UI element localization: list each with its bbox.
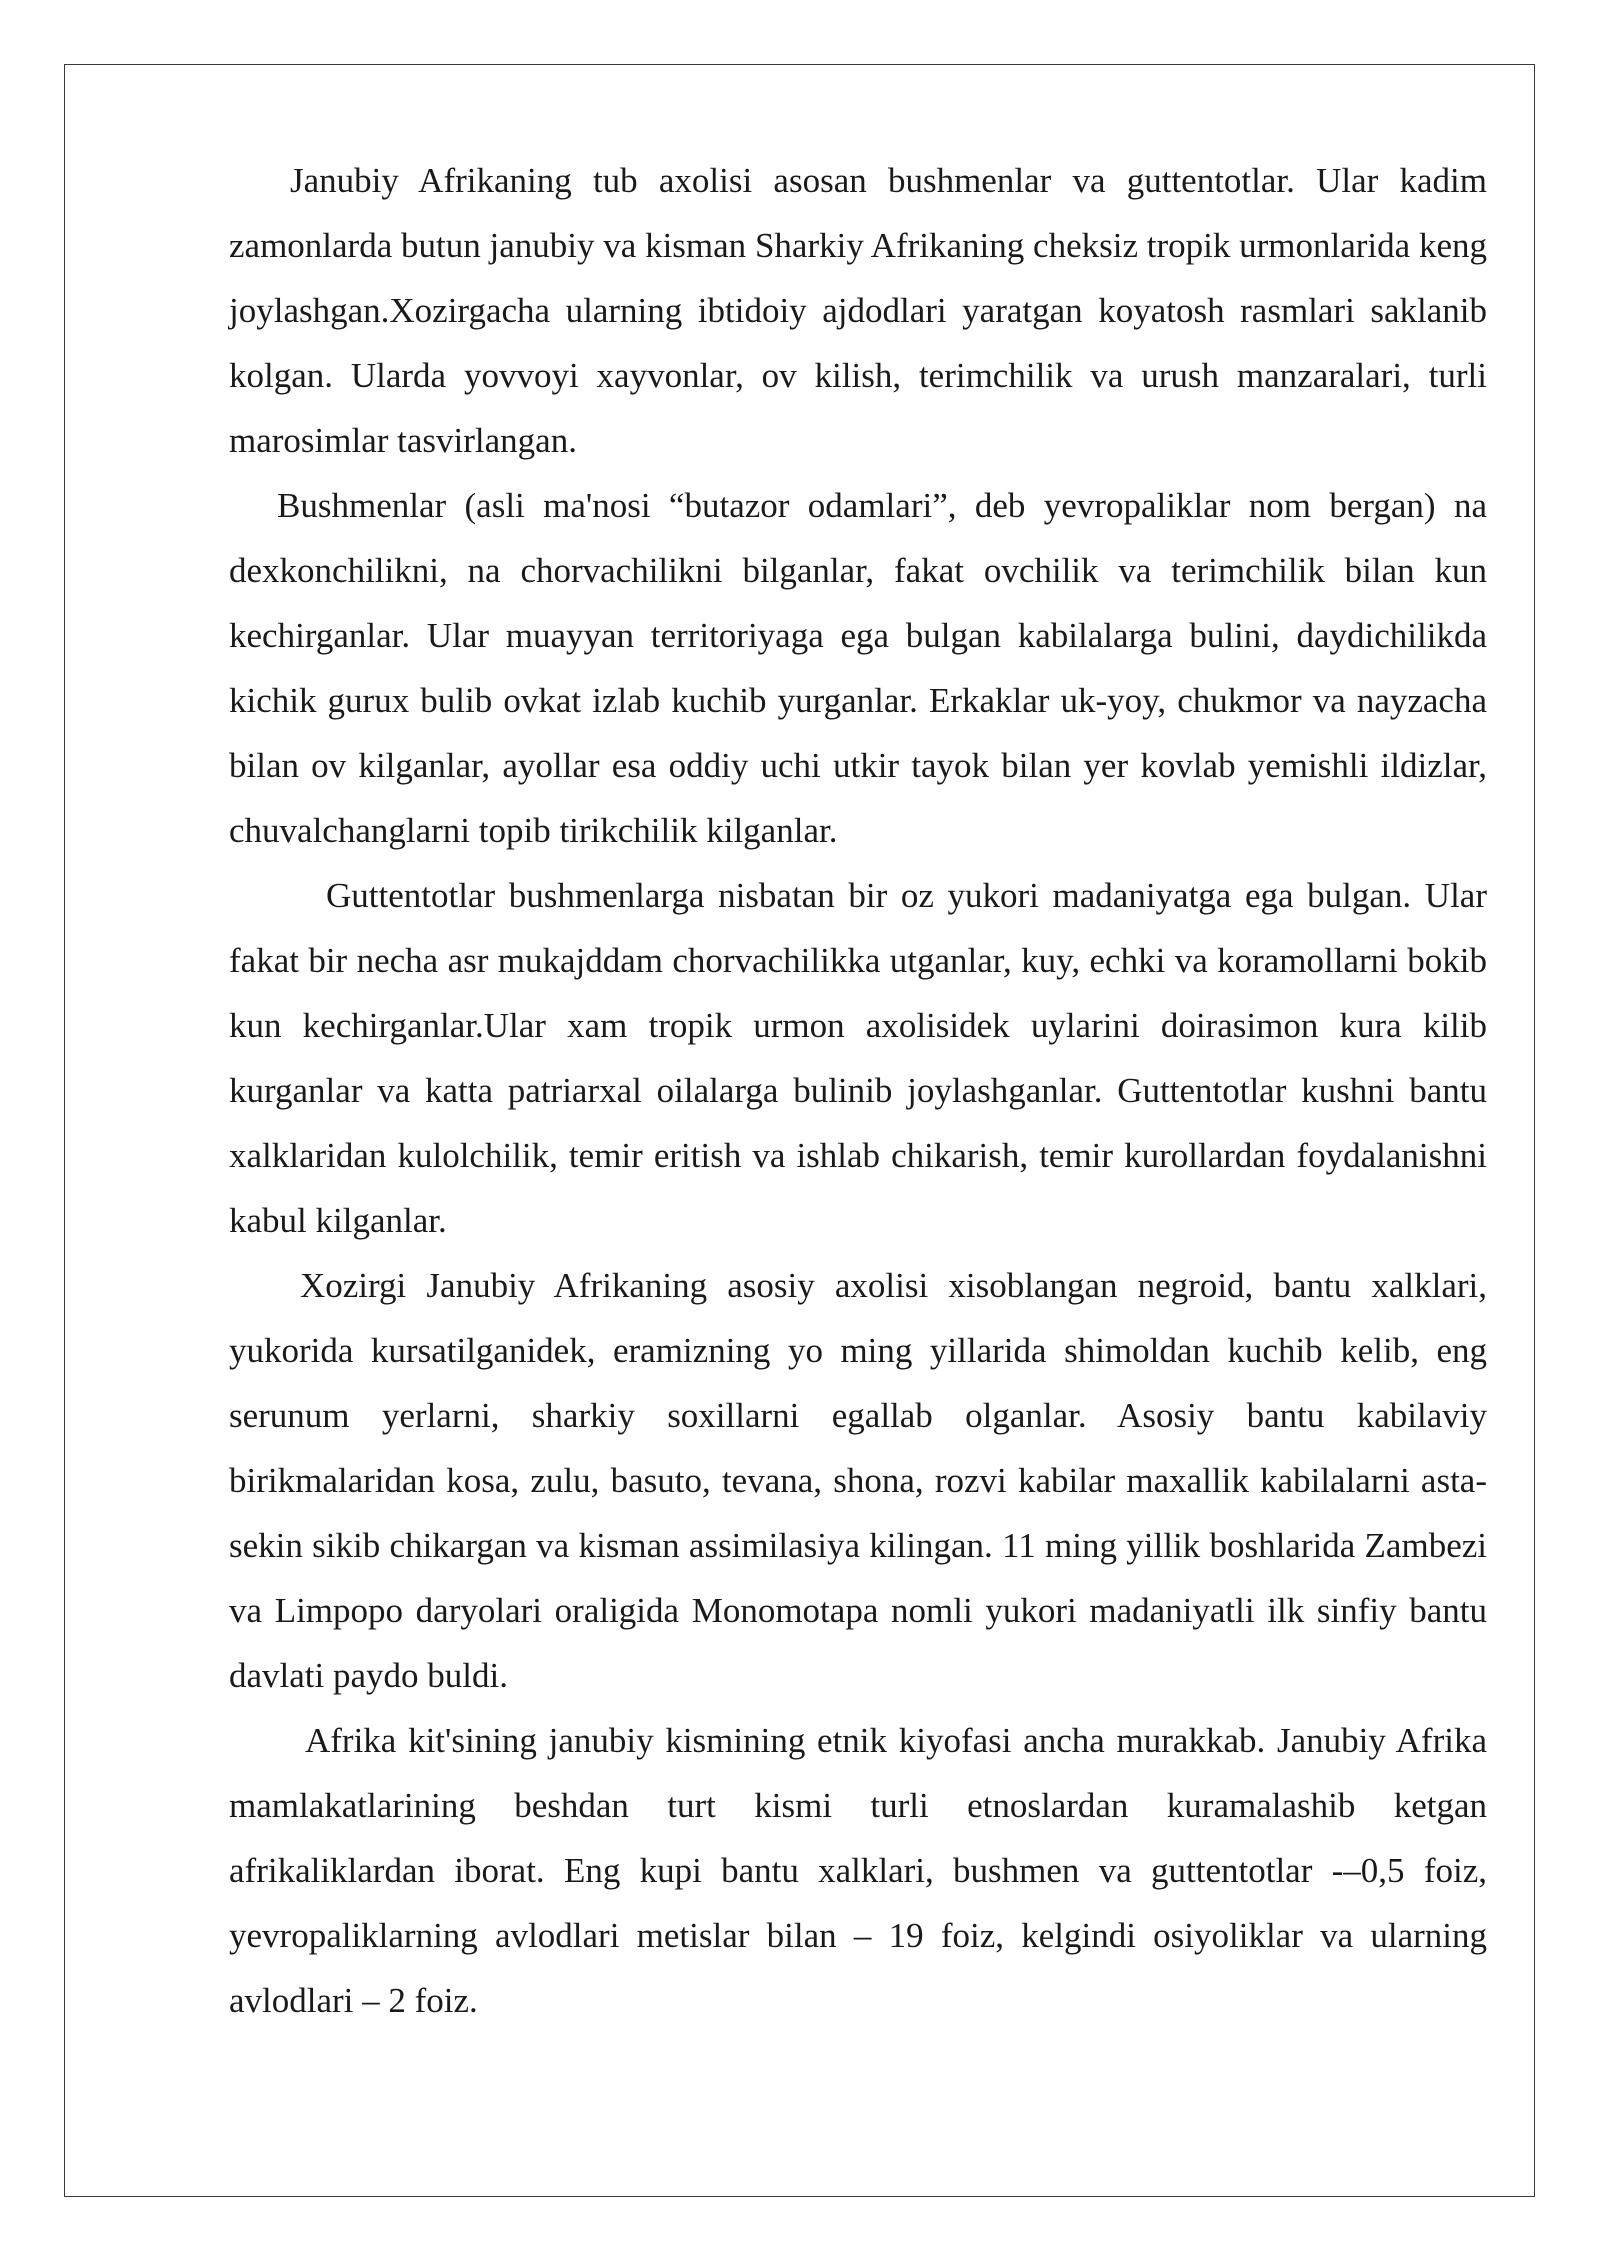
document-body	[229, 148, 1487, 2033]
paragraph-3: Guttentotlar bushmenlarga nisbatan bir oz yukori madaniyatga ega bulgan. Ular fakat bir necha asr mukajddam chorvachilikka utganlar, kuy, echki va koramollarni bokib kun kechirganlar.Ular xam tropik urmon axolisidek uylarini doirasimon kura kilib kurganlar va katta patriarxal oilalarga bulinib joylashganlar. Guttentotlar kushni bantu xalklaridan kulolchilik, temir eritish va ishlab chikarish, temir kurollardan foydalanishni kabul kilganlar.	[229, 876, 1487, 1240]
paragraph-4: Xozirgi Janubiy Afrikaning asosiy axolisi xisoblangan negroid, bantu xalklari, yukorida kursatilganidek, eramizning yo ming yillarida shimoldan kuchib kelib, eng serunum yerlarni, sharkiy soxillarni egallab olganlar. Asosiy bantu kabilaviy birikmalaridan kosa, zulu, basuto, tevana, shona, rozvi kabilar maxallik kabilalarni asta-sekin sikib chikargan va kisman assimilasiya kilingan. 11 ming yillik boshlarida Zambezi va Limpopo daryolari oraligida Monomotapa nomli yukori madaniyatli ilk sinfiy bantu davlati paydo buldi.	[229, 1266, 1487, 1695]
paragraph-5: Afrika kit'sining janubiy kismining etnik kiyofasi ancha murakkab. Janubiy Afrika mamlakatlarining beshdan turt kismi turli etnoslardan kuramalashib ketgan afrikaliklardan iborat. Eng kupi bantu xalklari, bushmen va guttentotlar -–0,5 foiz, yevropaliklarning avlodlari metislar bilan – 19 foiz, kelgindi osiyoliklar va ularning avlodlari – 2 foiz.	[229, 1721, 1487, 2020]
paragraph-1: Janubiy Afrikaning tub axolisi asosan bushmenlar va guttentotlar. Ular kadim zamonlarda butun janubiy va kisman Sharkiy Afrikaning cheksiz tropik urmonlarida keng joylashgan.Xozirgacha ularning ibtidoiy ajdodlari yaratgan koyatosh rasmlari saklanib kolgan. Ularda yovvoyi xayvonlar, ov kilish, terimchilik va urush manzaralari, turli marosimlar tasvirlangan.	[229, 161, 1487, 460]
paragraph-2: Bushmenlar (asli ma'nosi “butazor odamlari”, deb yevropaliklar nom bergan) na dexkonchilikni, na chorvachilikni bilganlar, fakat ovchilik va terimchilik bilan kun kechirganlar. Ular muayyan territoriyaga ega bulgan kabilalarga bulini, daydichilikda kichik gurux bulib ovkat izlab kuchib yurganlar. Erkaklar uk-yoy, chukmor va nayzacha bilan ov kilganlar, ayollar esa oddiy uchi utkir tayok bilan yer kovlab yemishli ildizlar, chuvalchanglarni topib tirikchilik kilganlar.	[229, 486, 1487, 850]
